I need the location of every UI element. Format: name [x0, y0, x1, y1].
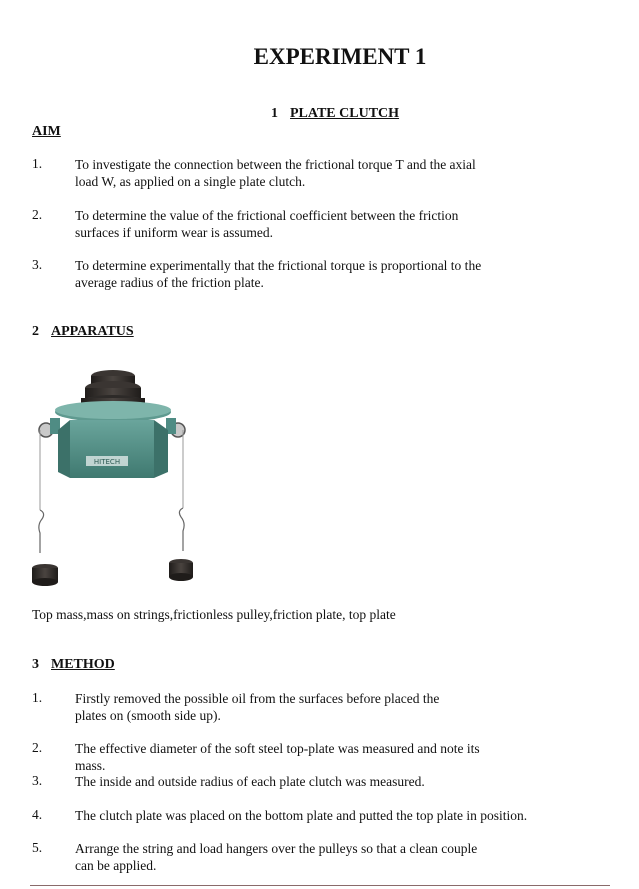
method-item-2-text: The effective diameter of the soft steel top-plate was measured and note its mass. [75, 741, 480, 773]
subtitle-label: PLATE CLUTCH [290, 106, 400, 121]
subtitle-number: 1 [271, 106, 278, 121]
method-item-5-number: 5. [32, 840, 43, 855]
method-item-1-text: Firstly removed the possible oil from the surfaces before placed the plates on (smooth side up). [75, 691, 440, 723]
page-title: EXPERIMENT 1 [253, 44, 427, 69]
method-item-3-text: The inside and outside radius of each plate clutch was measured. [75, 774, 425, 789]
aim-item-3-number: 3. [32, 257, 43, 272]
experiment-subtitle [271, 106, 399, 122]
apparatus-heading: 2 APPARATUS [32, 324, 134, 339]
method-item-1-number: 1. [32, 690, 43, 705]
method-heading: 3 METHOD [32, 657, 115, 672]
method-item-4-number: 4. [32, 807, 43, 822]
aim-item-2-number: 2. [32, 207, 43, 222]
method-item-5-text: Arrange the string and load hangers over the pulleys so that a clean couple can be applied. [75, 841, 478, 873]
method-item-4-text: The clutch plate was placed on the bottom plate and putted the top plate in position. [75, 808, 528, 823]
aim-item-2-text: To determine the value of the frictional coefficient between the friction surfaces if uniform wear is assumed. [75, 208, 459, 240]
aim-item-1-number: 1. [32, 156, 43, 171]
aim-item-1-text: To investigate the connection between the frictional torque T and the axial load W, as applied on a single plate clutch. [75, 157, 476, 189]
method-item-2-number: 2. [32, 740, 43, 755]
aim-item-3-text: To determine experimentally that the frictional torque is proportional to the average radius of the friction plate. [75, 258, 482, 290]
bottom-rule [30, 885, 610, 886]
apparatus-nameplate: HITECH [93, 458, 121, 466]
apparatus-caption: Top mass,mass on strings,frictionless pulley,friction plate, top plate [32, 607, 396, 622]
plate-clutch-apparatus-image [28, 360, 198, 592]
aim-heading: AIM [32, 124, 61, 139]
method-item-3-number: 3. [32, 773, 43, 788]
